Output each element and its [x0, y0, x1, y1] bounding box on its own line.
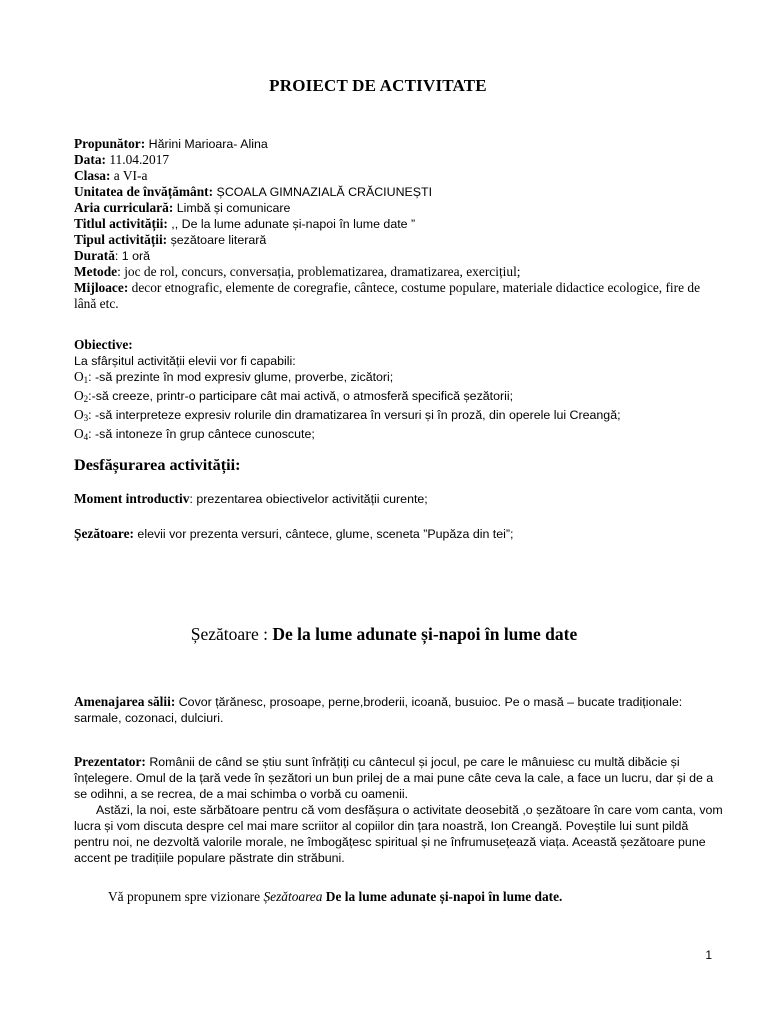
activity-type-label: Tipul activității:: [74, 232, 168, 247]
intro-moment-paragraph: [74, 491, 724, 507]
room-setup-paragraph: [74, 694, 724, 726]
project-metadata: [74, 136, 714, 312]
methods-label: Metode: [74, 264, 118, 279]
activity-title-label: Titlul activității:: [74, 216, 168, 231]
viewing-invitation: [108, 889, 562, 905]
duration-label: Durată: [74, 248, 115, 263]
school-value: ȘCOALA GIMNAZIALĂ CRĂCIUNEȘTI: [213, 185, 433, 199]
proposer-value: Hărini Marioara- Alina: [145, 137, 268, 151]
activity-title-value: ,, De la lume adunate și-napoi în lume date ”: [167, 217, 416, 231]
proposer-label: Propunător:: [74, 136, 146, 151]
sezatoare-heading-prefix: Șezătoare :: [190, 624, 273, 644]
presenter-paragraph: [74, 754, 724, 866]
intro-moment-text: : prezentarea obiectivelor activității curente;: [189, 492, 428, 506]
room-setup-text: Covor țărănesc, prosoape, perne,broderii, icoană, busuioc. Pe o masă – bucate tradiționale: sarmale, cozonaci, dulciuri.: [74, 695, 683, 725]
objective-item: $O_1$: -să prezinte în mod expresiv glume, proverbe, zicători;: [74, 369, 394, 385]
viewing-italic: Șezătoarea: [263, 889, 323, 904]
sezatoare-heading: [0, 624, 768, 645]
sezatoare-heading-title: De la lume adunate și-napoi în lume date: [272, 624, 578, 644]
sezatoare-text: elevii vor prezenta versuri, cântece, glume, sceneta ”Pupăza din tei”;: [133, 527, 514, 541]
means-value: decor etnografic, elemente de coregrafie, cântece, costume populare, materiale didactice ecologice, fire de lână etc.: [74, 280, 701, 311]
means-label: Mijloace:: [74, 280, 129, 295]
document-title: PROIECT DE ACTIVITATE: [269, 76, 487, 95]
page-number: 1: [705, 948, 712, 962]
viewing-prefix: Vă propunem spre vizionare: [108, 889, 264, 904]
methods-value: : joc de rol, concurs, conversația, problematizarea, dramatizarea, exercițiul;: [117, 264, 521, 279]
sezatoare-paragraph: [74, 526, 724, 542]
objectives-section: [74, 337, 724, 445]
activity-flow-heading: Desfășurarea activității:: [74, 456, 241, 474]
sezatoare-label: Șezătoare:: [74, 526, 134, 541]
objectives-intro: La sfârșitul activității elevii vor fi capabili:: [74, 354, 296, 368]
class-value: a VI-a: [110, 168, 148, 183]
intro-moment-label: Moment introductiv: [74, 491, 190, 506]
curricular-area-value: Limbă și comunicare: [173, 201, 291, 215]
date-value: 11.04.2017: [105, 152, 170, 167]
objectives-heading: Obiective:: [74, 337, 133, 352]
objective-item: $O_4$: -să intoneze în grup cântece cunoscute;: [74, 426, 315, 442]
presenter-text-1: Românii de când se știu sunt înfrățiți cu cântecul și jocul, pe care le mânuiesc cu multă dibăcie și înțelegere. Omul de la țară vede în șezători un bun prilej de a mai pune câte ceva la cale, a face un lucru, dar și de a se odihni, a se recrea, de a mai schimba o vorbă cu oamenii.: [74, 755, 714, 801]
curricular-area-label: Aria curriculară:: [74, 200, 174, 215]
presenter-label: Prezentator:: [74, 754, 146, 769]
viewing-title: De la lume adunate și-napoi în lume date.: [322, 889, 563, 904]
duration-value: : 1 oră: [114, 249, 151, 263]
presenter-text-2: Astăzi, la noi, este sărbătoare pentru că vom desfășura o activitate deosebită ,o șezătoare în care vom canta, vom lucra și vom discuta despre cel mai mare scriitor al copiilor din țara noastră, Ion Creangă. Poveștile lui sunt pildă pentru noi, ne dezvoltă valorile morale, ne îmbogățesc spiritual și ne înfrumusețează viața. Această șezătoare pune accent pe tradițiile populare păstrate din străbuni.: [74, 803, 723, 865]
objective-item: $O_3$: -să interpreteze expresiv rolurile din dramatizarea în versuri și în proză, din operele lui Creangă;: [74, 407, 621, 423]
room-setup-label: Amenajarea sălii:: [74, 694, 176, 709]
date-label: Data:: [74, 152, 106, 167]
objective-item: $O_2:-să$ creeze, printr-o participare cât mai activă, o atmosferă specifică șezătorii;: [74, 388, 514, 404]
class-label: Clasa:: [74, 168, 111, 183]
school-label: Unitatea de învățământ:: [74, 184, 214, 199]
activity-type-value: șezătoare literară: [167, 233, 267, 247]
